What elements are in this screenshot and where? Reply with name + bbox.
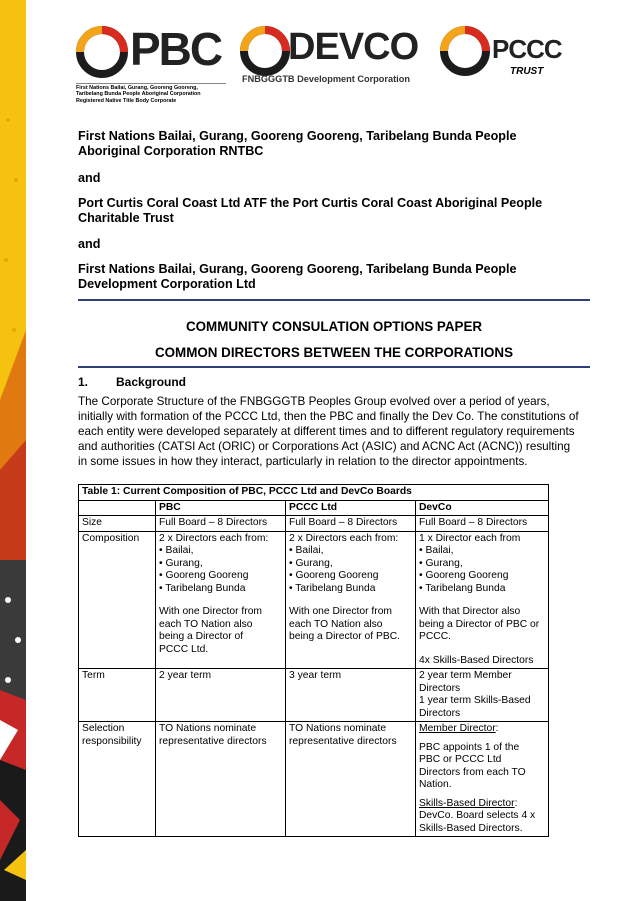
pbc-emblem-icon xyxy=(76,26,128,78)
table-row xyxy=(79,516,549,532)
decorative-side-art xyxy=(0,0,30,901)
table-caption: Table 1: Current Composition of PBC, PCCC Ltd and DevCo Boards xyxy=(79,485,549,501)
org-line: First Nations Bailai, Gurang, Gooreng Gooreng, Taribelang Bunda People xyxy=(78,262,517,276)
composition-table xyxy=(78,484,549,837)
pccc-logo-text: PCCC xyxy=(492,34,562,64)
devco-logo xyxy=(240,12,430,92)
cell-text: 2 year term Member xyxy=(419,670,512,681)
cell-term-pbc: 2 year term xyxy=(156,669,286,722)
subheading-colon: : xyxy=(514,797,518,809)
cell-text: Nation. xyxy=(419,779,452,790)
cell-size-pbc: Full Board – 8 Directors xyxy=(156,516,286,532)
paragraph-line: and authorities (CATSI Act (ORIC) or Corporations Act (ASIC) and ACNC Act (ACNC)) resulting xyxy=(78,440,571,453)
section-heading: Background xyxy=(116,375,187,389)
cell-text: each TO Nation also xyxy=(159,618,253,630)
pbc-logo-divider xyxy=(76,83,226,84)
horizontal-rule xyxy=(78,299,590,301)
document-subtitle: COMMON DIRECTORS BETWEEN THE CORPORATIONS xyxy=(154,345,514,360)
pccc-subtitle: TRUST xyxy=(510,66,544,77)
cell-text: DevCo. Board selects 4 x xyxy=(419,810,536,821)
cell-composition-devco xyxy=(416,531,549,669)
cell-text: each TO Nation also xyxy=(289,618,383,630)
list-item: • Gooreng Gooreng xyxy=(289,570,412,583)
cell-composition-pbc xyxy=(156,531,286,669)
pbc-tagline xyxy=(76,85,236,104)
cell-text: being a Director of xyxy=(159,631,244,642)
list-item: • Taribelang Bunda xyxy=(419,583,545,596)
cell-text: being a Director of PBC. xyxy=(289,631,401,642)
cell-text: being a Director of PBC or xyxy=(419,618,540,630)
pbc-tagline-line: Registered Native Title Body Corporate xyxy=(76,97,177,104)
org-line: Aboriginal Corporation RNTBC xyxy=(78,144,264,158)
cell-text: Directors from each TO xyxy=(419,766,526,778)
list-item: • Taribelang Bunda xyxy=(159,583,282,596)
cell-size-pccc: Full Board – 8 Directors xyxy=(286,516,416,532)
org-line: Charitable Trust xyxy=(78,211,174,225)
document-title: COMMUNITY CONSULATION OPTIONS PAPER xyxy=(185,319,483,334)
paragraph-line: each entity were developed separately at different times and to different regulatory requirements xyxy=(78,425,575,438)
cell-selection-pbc xyxy=(156,722,286,837)
paragraph-line: The Corporate Structure of the FNBGGGTB Peoples Group evolved over a period of years, xyxy=(78,395,550,408)
horizontal-rule xyxy=(78,366,590,368)
cell-composition-pccc xyxy=(286,531,416,669)
pbc-tagline-line: Taribelang Bunda People Aboriginal Corporation xyxy=(76,91,201,98)
list-item: • Gurang, xyxy=(159,558,282,571)
cell-text: With one Director from xyxy=(159,606,262,617)
cell-text: With that Director also xyxy=(419,606,521,617)
underlined-text: Member Director xyxy=(419,723,496,734)
cell-text: PCCC. xyxy=(419,631,452,642)
cell-text: Skills-Based Directors. xyxy=(419,822,523,834)
paragraph-line: in some issues in how they interact, particularly in relation to the director appointments. xyxy=(78,455,528,468)
cell-selection-pccc xyxy=(286,722,416,837)
table-row xyxy=(79,669,549,722)
row-label-composition: Composition xyxy=(79,531,156,669)
org-line: First Nations Bailai, Gurang, Gooreng Gooreng, Taribelang Bunda People xyxy=(78,129,517,143)
cell-subheading xyxy=(419,723,545,736)
cell-text: PBC appoints 1 of the xyxy=(419,741,520,753)
list-item: • Gurang, xyxy=(289,558,412,571)
pccc-logo xyxy=(440,12,590,92)
cell-text: 2 x Directors each from: xyxy=(159,532,269,544)
cell-term-devco xyxy=(416,669,549,722)
cell-selection-devco xyxy=(416,722,549,837)
cell-text: PBC or PCCC Ltd xyxy=(419,754,502,765)
cell-text: representative directors xyxy=(289,735,397,747)
row-label-term: Term xyxy=(79,669,156,722)
pbc-tagline-line: First Nations Bailai, Gurang, Gooreng Gooreng, xyxy=(76,85,198,91)
org-name-devco xyxy=(78,262,517,292)
list-item: • Gooreng Gooreng xyxy=(159,570,282,583)
cell-text: TO Nations nominate xyxy=(159,723,257,734)
org-line: Development Corporation Ltd xyxy=(78,277,256,291)
table-header-devco: DevCo xyxy=(416,500,549,516)
list-item: • Bailai, xyxy=(159,545,282,558)
org-line: Port Curtis Coral Coast Ltd ATF the Port Curtis Coral Coast Aboriginal People xyxy=(78,196,543,210)
table-header-pbc: PBC xyxy=(156,500,286,516)
pccc-emblem-icon xyxy=(440,26,490,76)
list-item: • Gurang, xyxy=(419,558,545,571)
devco-subtitle: FNBGGGTB Development Corporation xyxy=(242,74,410,84)
row-label-selection xyxy=(79,722,156,837)
list-item: • Gooreng Gooreng xyxy=(419,570,545,583)
section-number: 1. xyxy=(78,375,89,389)
cell-size-devco: Full Board – 8 Directors xyxy=(416,516,549,532)
table-header-row xyxy=(79,500,549,516)
paragraph-line: initially with formation of the PCCC Ltd, then the PBC and finally the Dev Co. The constitutions of xyxy=(78,410,579,423)
cell-text: 4x Skills-Based Directors xyxy=(419,654,534,666)
cell-text: Directors xyxy=(419,682,461,694)
devco-emblem-icon xyxy=(240,26,290,76)
nation-list xyxy=(159,545,282,595)
table-row xyxy=(79,531,549,669)
subheading-colon: : xyxy=(495,723,499,734)
and-separator: and xyxy=(78,237,101,251)
cell-text: Selection xyxy=(82,723,125,734)
background-paragraph xyxy=(78,394,592,469)
table-row xyxy=(79,722,549,837)
nation-list xyxy=(419,545,545,595)
table-header-pccc: PCCC Ltd xyxy=(286,500,416,516)
cell-text: PCCC Ltd. xyxy=(159,643,209,655)
org-name-pccc xyxy=(78,196,542,226)
cell-text: 1 year term Skills-Based xyxy=(419,695,531,706)
cell-text: responsibility xyxy=(82,735,142,747)
nation-list xyxy=(289,545,412,595)
underlined-text: Skills-Based Director xyxy=(419,797,515,809)
cell-term-pccc: 3 year term xyxy=(286,669,416,722)
devco-logo-text: DEVCO xyxy=(288,26,419,68)
pbc-logo-text: PBC xyxy=(130,23,222,75)
cell-text: With one Director from xyxy=(289,606,392,617)
and-separator: and xyxy=(78,171,101,185)
cell-text: 2 x Directors each from: xyxy=(289,532,399,544)
table-header-blank xyxy=(79,500,156,516)
cell-subheading xyxy=(419,798,545,811)
cell-text: TO Nations nominate xyxy=(289,723,387,734)
list-item: • Bailai, xyxy=(289,545,412,558)
cell-text: Directors xyxy=(419,707,461,719)
pbc-logo xyxy=(76,12,226,107)
list-item: • Taribelang Bunda xyxy=(289,583,412,596)
cell-text: 1 x Director each from xyxy=(419,532,521,544)
org-name-pbc xyxy=(78,129,517,159)
list-item: • Bailai, xyxy=(419,545,545,558)
row-label-size: Size xyxy=(79,516,156,532)
table-caption-row xyxy=(79,485,549,501)
cell-text: representative directors xyxy=(159,735,267,747)
